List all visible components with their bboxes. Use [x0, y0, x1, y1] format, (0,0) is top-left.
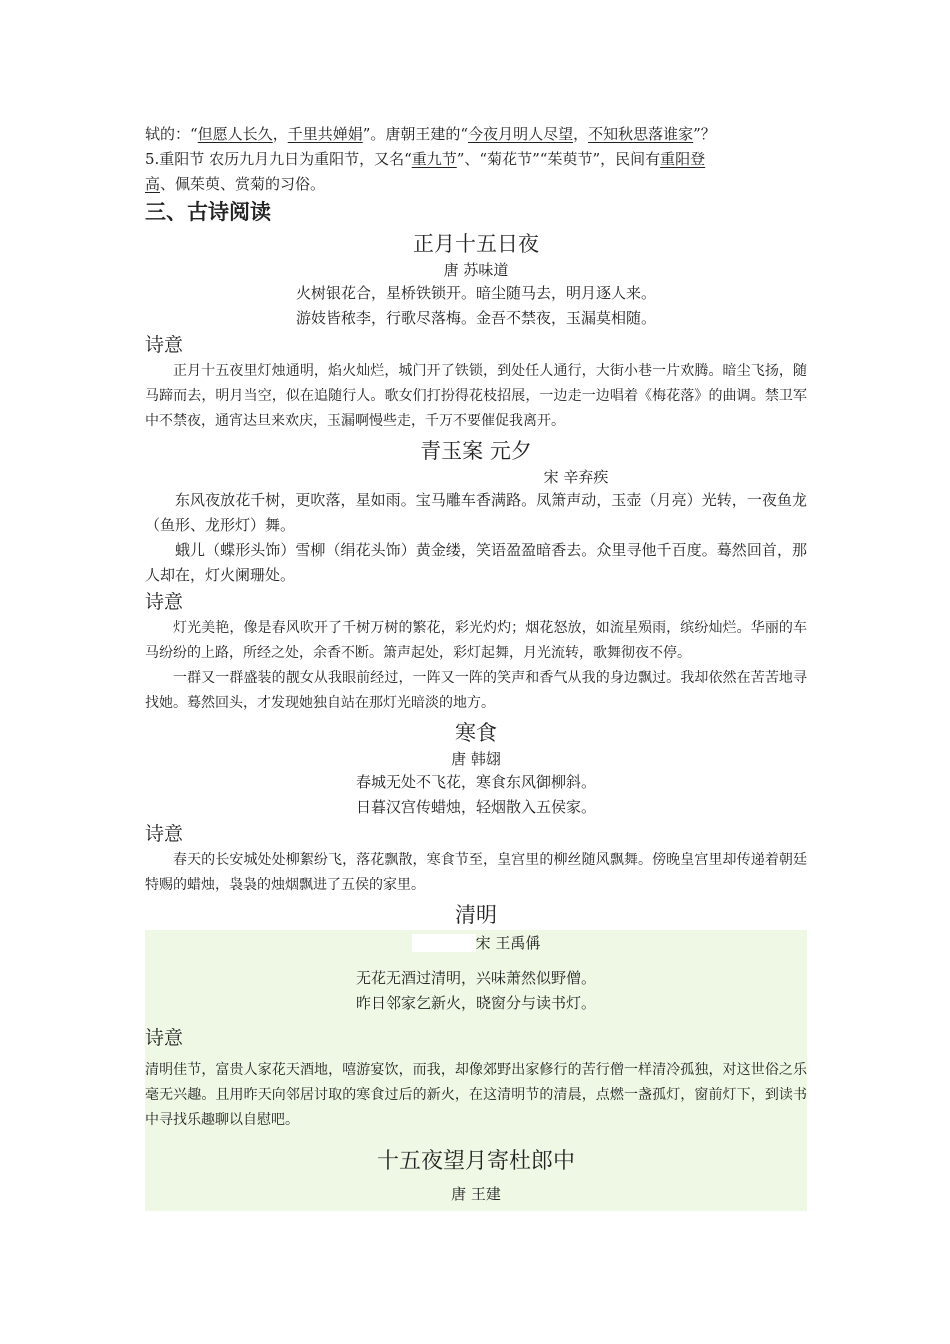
poem-author: [145, 930, 807, 956]
highlighted-block: [145, 930, 807, 1211]
document-page: [145, 122, 807, 1211]
intro-text: ，: [272, 125, 288, 143]
intro-text: ”？: [693, 125, 716, 143]
section-heading: 三、古诗阅读: [145, 200, 271, 224]
intro-line-3: [145, 172, 807, 197]
shiyi-label: 诗意: [145, 1027, 184, 1049]
intro-text: ，: [573, 125, 589, 143]
underlined-quote: 不知秋思落谁家: [588, 125, 694, 143]
poem-title: 寒食: [455, 721, 497, 745]
underlined-quote: 今夜月明人尽望: [468, 125, 574, 143]
shiyi-label: 诗意: [145, 591, 184, 613]
poem-verse: 无花无酒过清明，兴味萧然似野僧。: [355, 969, 596, 987]
underlined-quote: 千里共婵娟: [287, 125, 363, 143]
poem-author: 唐 苏味道: [443, 261, 509, 279]
poem-title: 清明: [455, 903, 497, 927]
poem-title: 青玉案 元夕: [420, 439, 532, 463]
underlined-term: 高: [145, 175, 161, 193]
intro-line-1: [145, 122, 807, 147]
intro-text: ”、“菊花节”“茱萸节”，民间有: [456, 150, 661, 168]
poem-title: 正月十五日夜: [413, 232, 539, 256]
poem-title: 十五夜望月寄杜郎中: [376, 1149, 575, 1174]
poem-verse: 蛾儿（蝶形头饰）雪柳（绢花头饰）黄金缕，笑语盈盈暗香去。众里寻他千百度。蓦然回首，那人却在，灯火阑珊处。: [145, 541, 807, 584]
poem-author: 唐 韩翃: [451, 750, 501, 768]
poem-translation: 春天的长安城处处柳絮纷飞，落花飘散，寒食节至，皇宫里的柳丝随风飘舞。傍晚皇宫里却传递着朝廷特赐的蜡烛，袅袅的烛烟飘进了五侯的家里。: [145, 852, 807, 893]
shiyi-label: 诗意: [145, 334, 184, 356]
poem-author-text: 宋 王禹偁: [475, 934, 541, 952]
poem-verse: 游妓皆秾李，行歌尽落梅。金吾不禁夜，玉漏莫相随。: [295, 309, 656, 327]
underlined-quote: 但愿人长久: [197, 125, 273, 143]
poem-translation: 正月十五夜里灯烛通明，焰火灿烂，城门开了铁锁，到处任人通行，大街小巷一片欢腾。暗尘飞扬，随马蹄而去，明月当空，似在追随行人。歌女们打扮得花枝招展，一边走一边唱着《梅花落》的曲调。禁卫军中不禁夜，通宵达旦来欢庆，玉漏啊慢些走，千万不要催促我离开。: [145, 363, 807, 429]
intro-text: ”。唐朝王建的“: [362, 125, 469, 143]
underlined-term: 重阳登: [660, 150, 706, 168]
intro-text: 、佩茱萸、赏菊的习俗。: [160, 175, 326, 193]
poem-translation: 清明佳节，富贵人家花天酒地，嘻游宴饮，而我，却像郊野出家修行的苦行僧一样清冷孤独，对这世俗之乐毫无兴趣。且用昨天向邻居讨取的寒食过后的新火，在这清明节的清晨，点燃一盏孤灯，窗前灯下，到读书中寻找乐趣聊以自慰吧。: [145, 1062, 807, 1128]
intro-text: 轼的：“: [145, 125, 198, 143]
poem-verse: 日暮汉宫传蜡烛，轻烟散入五侯家。: [355, 798, 596, 816]
poem-verse: 火树银花合，星桥铁锁开。暗尘随马去，明月逐人来。: [295, 284, 656, 302]
poem-translation: 一群又一群盛装的靓女从我眼前经过，一阵又一阵的笑声和香气从我的身边飘过。我却依然在苦苦地寻找她。蓦然回头，才发现她独自站在那灯光暗淡的地方。: [145, 670, 807, 711]
poem-verse: 昨日邻家乞新火，晓窗分与读书灯。: [355, 994, 596, 1012]
poem-author: 宋 辛弃疾: [543, 468, 609, 486]
poem-verse: 东风夜放花千树，更吹落，星如雨。宝马雕车香满路。凤箫声动，玉壶（月亮）光转，一夜鱼龙（鱼形、龙形灯）舞。: [145, 491, 807, 534]
intro-text: 5.重阳节 农历九月九日为重阳节，又名“: [145, 150, 412, 168]
poem-verse: 春城无处不飞花，寒食东风御柳斜。: [355, 773, 596, 791]
poem-author: 唐 王建: [451, 1185, 501, 1203]
shiyi-label: 诗意: [145, 823, 184, 845]
poem-translation: 灯光美艳，像是春风吹开了千树万树的繁花，彩光灼灼；烟花怒放，如流星殒雨，缤纷灿烂。华丽的车马纷纷的上路，所经之处，余香不断。箫声起处，彩灯起舞，月光流转，歌舞彻夜不停。: [145, 620, 807, 661]
underlined-term: 重九节: [411, 150, 457, 168]
intro-line-2: [145, 147, 807, 172]
